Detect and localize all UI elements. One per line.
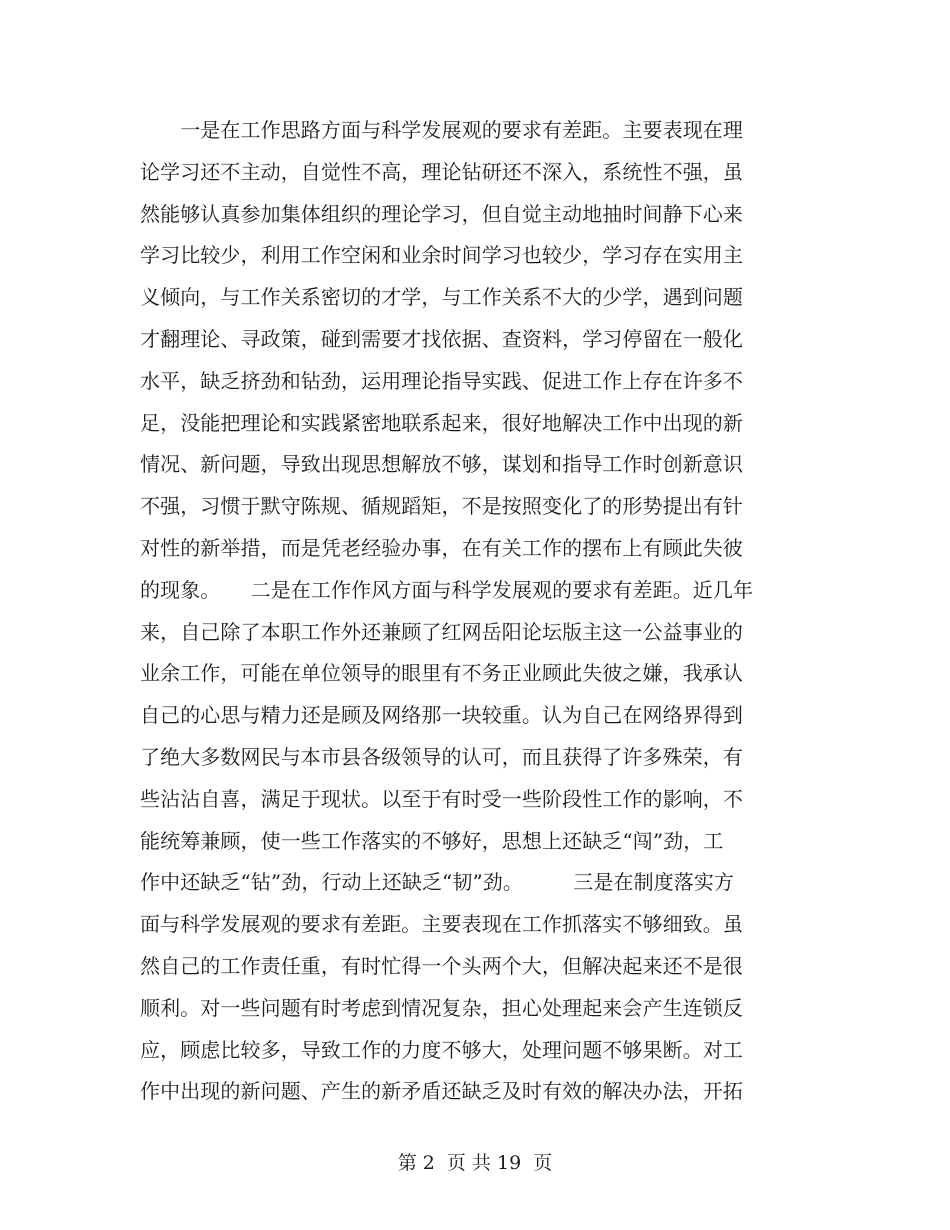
text-line: 能统筹兼顾，使一些工作落实的不够好，思想上还缺乏“闯”劲，工 (140, 828, 724, 853)
text-line: 然自己的工作责任重，有时忙得一个头两个大，但解决起来还不是很 (140, 953, 743, 978)
text-line: 业余工作，可能在单位领导的眼里有不务正业顾此失彼之嫌，我承认 (140, 661, 743, 686)
text-line: 足，没能把理论和实践紧密地联系起来，很好地解决工作中出现的新 (140, 410, 743, 435)
text-line: 水平，缺乏挤劲和钻劲，运用理论指导实践、促进工作上存在许多不 (140, 368, 743, 393)
body-text (140, 110, 780, 1113)
text-line: 才翻理论、寻政策，碰到需要才找依据、查资料，学习停留在一般化 (140, 326, 743, 351)
text-line: 一是在工作思路方面与科学发展观的要求有差距。主要表现在理 (140, 118, 743, 142)
text-line: 了绝大多数网民与本市县各级领导的认可，而且获得了许多殊荣，有 (140, 744, 743, 769)
text-line: 义倾向，与工作关系密切的才学，与工作关系不大的少学，遇到问题 (140, 285, 743, 310)
text-line: 对性的新举措，而是凭老经验办事，在有关工作的摆布上有顾此失彼 (140, 535, 743, 560)
text-line: 自己的心思与精力还是顾及网络那一块较重。认为自己在网络界得到 (140, 703, 743, 728)
text-line: 应，顾虑比较多，导致工作的力度不够大，处理问题不够果断。对工 (140, 1037, 743, 1062)
text-line: 不强，习惯于默守陈规、循规蹈矩，不是按照变化了的形势提出有针 (140, 494, 743, 519)
page-number-footer: 第 2 页 共 19 页 (397, 1152, 553, 1174)
text-line: 作中还缺乏“钻”劲，行动上还缺乏“韧”劲。 三是在制度落实方 (140, 870, 735, 895)
text-line: 学习比较少，利用工作空闲和业余时间学习也较少，学习存在实用主 (140, 243, 743, 268)
text-line: 然能够认真参加集体组织的理论学习，但自觉主动地抽时间静下心来 (140, 201, 743, 226)
text-line: 的现象。 二是在工作作风方面与科学发展观的要求有差距。近几年 (140, 577, 754, 602)
text-line: 作中出现的新问题、产生的新矛盾还缺乏及时有效的解决办法，开拓 (140, 1079, 743, 1104)
text-line: 顺利。对一些问题有时考虑到情况复杂，担心处理起来会产生连锁反 (140, 995, 743, 1020)
text-line: 论学习还不主动，自觉性不高，理论钻研还不深入，系统性不强，虽 (140, 159, 743, 184)
text-line: 情况、新问题，导致出现思想解放不够，谋划和指导工作时创新意识 (140, 452, 743, 477)
text-line: 来，自己除了本职工作外还兼顾了红网岳阳论坛版主这一公益事业的 (140, 619, 743, 644)
text-line: 些沾沾自喜，满足于现状。以至于有时受一些阶段性工作的影响，不 (140, 786, 743, 811)
text-line: 面与科学发展观的要求有差距。主要表现在工作抓落实不够细致。虽 (140, 912, 743, 937)
